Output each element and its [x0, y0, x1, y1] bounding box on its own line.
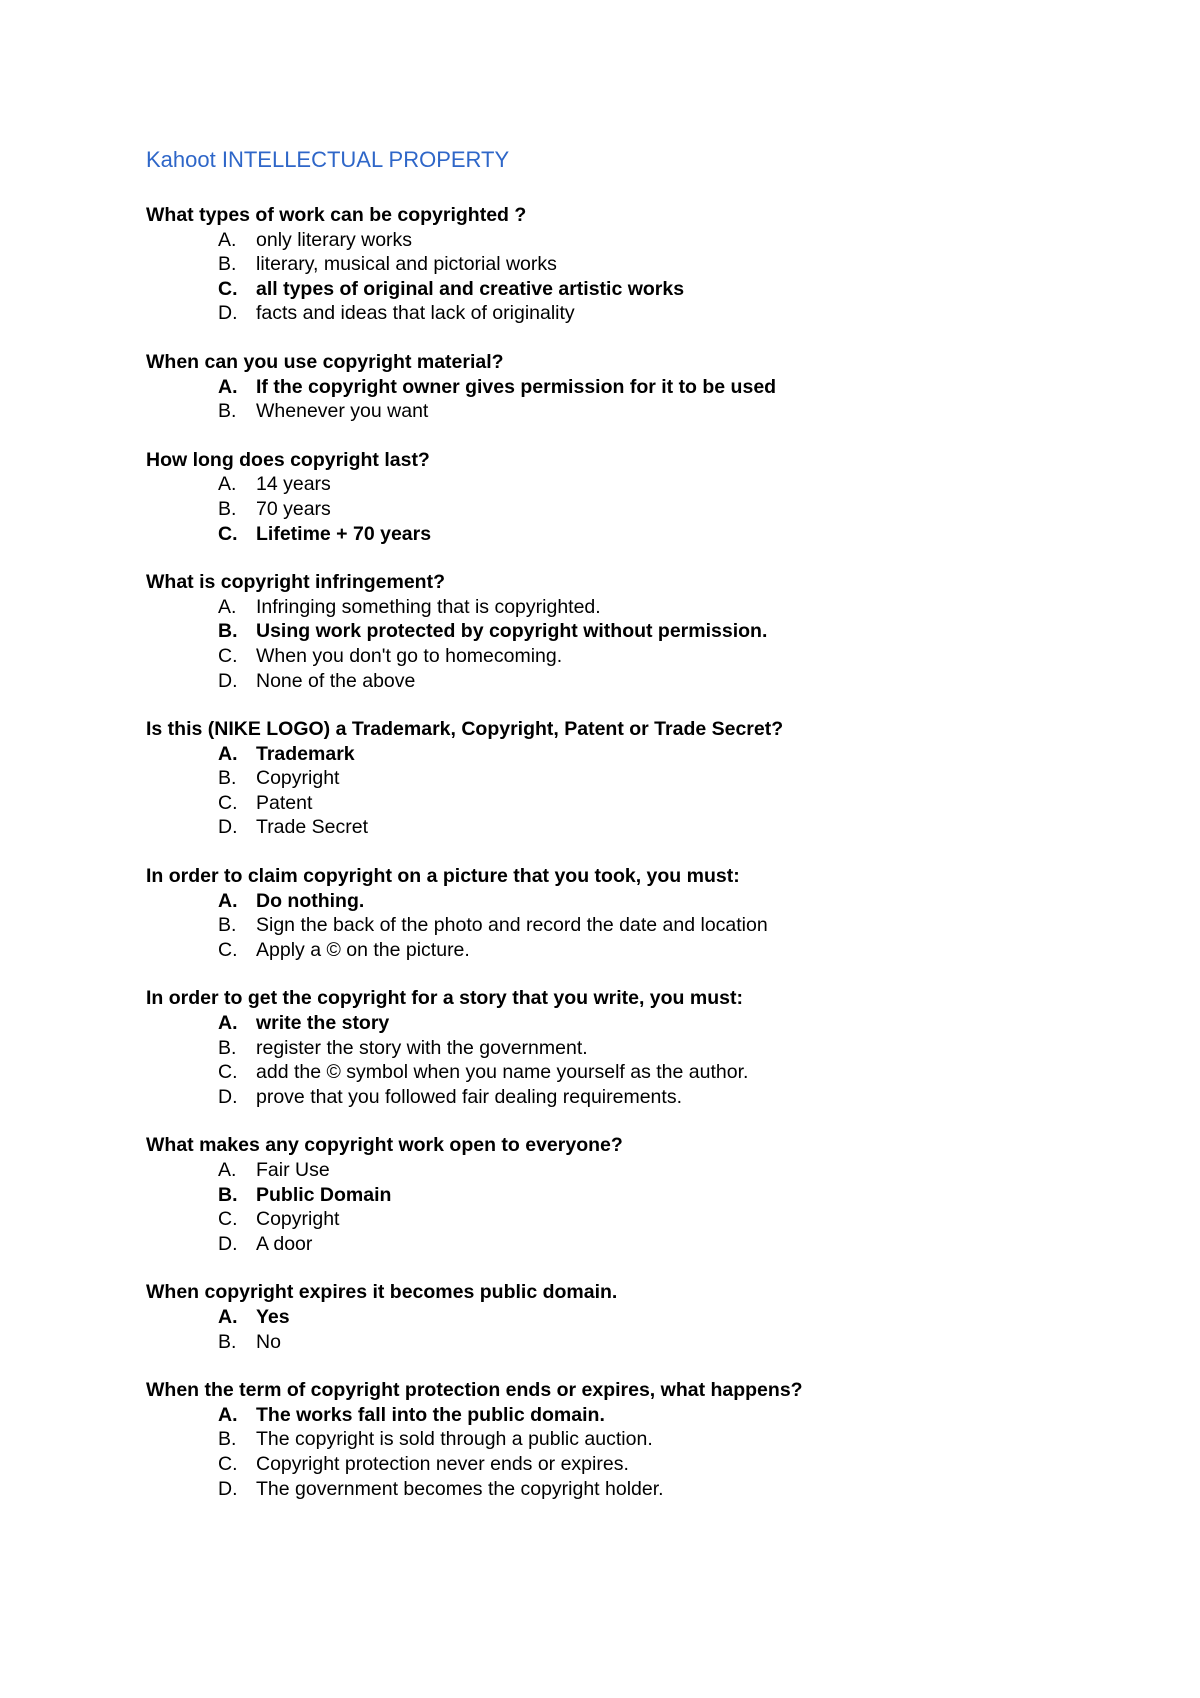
answer-option — [218, 1036, 1146, 1061]
question-text: Is this (NIKE LOGO) a Trademark, Copyright, Patent or Trade Secret? — [146, 718, 784, 741]
question-block — [146, 1280, 1146, 1354]
option-text: Infringing something that is copyrighted. — [256, 595, 601, 618]
answer-option-correct — [218, 1183, 1146, 1208]
option-letter: C. — [218, 277, 238, 300]
answer-options — [146, 742, 1146, 840]
option-letter: C. — [218, 938, 238, 961]
option-letter: C. — [218, 644, 238, 667]
question-text: How long does copyright last? — [146, 448, 430, 471]
option-letter: A. — [218, 595, 237, 618]
option-text: write the story — [256, 1012, 390, 1035]
option-text: 70 years — [256, 497, 331, 520]
option-letter: D. — [218, 302, 238, 325]
answer-option-correct — [218, 1011, 1146, 1036]
question-text: What makes any copyright work open to everyone? — [146, 1134, 623, 1157]
option-text: Apply a © on the picture. — [256, 938, 470, 961]
option-letter: C. — [218, 1208, 238, 1231]
answer-options — [146, 889, 1146, 963]
question-text: When the term of copyright protection ends or expires, what happens? — [146, 1379, 803, 1402]
option-letter: D. — [218, 816, 238, 839]
answer-options — [146, 375, 1146, 424]
question-block — [146, 570, 1146, 693]
question-block — [146, 203, 1146, 326]
option-text: Yes — [256, 1305, 290, 1328]
answer-option-correct — [218, 1403, 1146, 1428]
option-letter: B. — [218, 1428, 237, 1451]
answer-option — [218, 669, 1146, 694]
option-text: When you don't go to homecoming. — [256, 644, 563, 667]
question-text: When can you use copyright material? — [146, 350, 504, 373]
option-text: add the © symbol when you name yourself as the author. — [256, 1061, 749, 1084]
option-letter: B. — [218, 1183, 238, 1206]
question-block — [146, 1133, 1146, 1256]
option-letter: B. — [218, 1036, 237, 1059]
question-text: In order to claim copyright on a picture that you took, you must: — [146, 865, 740, 888]
document-page — [146, 143, 1146, 1525]
answer-option — [218, 1085, 1146, 1110]
answer-option-correct — [218, 619, 1146, 644]
option-text: None of the above — [256, 669, 416, 692]
option-letter: A. — [218, 742, 238, 765]
answer-options — [146, 472, 1146, 546]
option-text: Trademark — [256, 742, 355, 765]
question-block — [146, 350, 1146, 424]
answer-option — [218, 1207, 1146, 1232]
option-letter: A. — [218, 889, 238, 912]
question-text: What is copyright infringement? — [146, 571, 446, 594]
option-letter: A. — [218, 1012, 238, 1035]
option-letter: A. — [218, 1305, 238, 1328]
option-text: The copyright is sold through a public auction. — [256, 1428, 653, 1451]
answer-option — [218, 938, 1146, 963]
option-letter: B. — [218, 620, 238, 643]
option-letter: A. — [218, 1159, 237, 1181]
option-text: Whenever you want — [256, 400, 429, 423]
answer-option — [218, 228, 1146, 253]
question-text: What types of work can be copyrighted ? — [146, 204, 527, 226]
answer-option-correct — [218, 277, 1146, 302]
option-text: The government becomes the copyright holder. — [256, 1477, 664, 1500]
option-text: prove that you followed fair dealing requirements. — [256, 1085, 682, 1108]
option-letter: D. — [218, 669, 238, 692]
answer-option-correct — [218, 1305, 1146, 1330]
answer-options — [146, 1158, 1146, 1256]
option-text: Patent — [256, 791, 313, 814]
question-block — [146, 1378, 1146, 1501]
option-text: facts and ideas that lack of originality — [256, 302, 575, 325]
answer-option — [218, 791, 1146, 816]
answer-option — [218, 399, 1146, 424]
question-block — [146, 448, 1146, 546]
option-text: all types of original and creative artistic works — [256, 277, 685, 300]
answer-option — [218, 252, 1146, 277]
question-text: In order to get the copyright for a story that you write, you must: — [146, 987, 743, 1010]
option-text: Sign the back of the photo and record the date and location — [256, 914, 768, 937]
option-letter: A. — [218, 228, 237, 251]
option-text: Fair Use — [256, 1159, 330, 1181]
option-letter: A. — [218, 375, 238, 398]
option-letter: C. — [218, 522, 238, 545]
answer-option — [218, 1232, 1146, 1257]
answer-option-correct — [218, 522, 1146, 547]
answer-option — [218, 472, 1146, 497]
option-text: If the copyright owner gives permission for it to be used — [256, 375, 777, 398]
option-text: 14 years — [256, 473, 331, 496]
option-text: Public Domain — [256, 1183, 392, 1206]
option-text: Copyright — [256, 767, 340, 790]
answer-options — [146, 1403, 1146, 1501]
answer-options — [146, 595, 1146, 693]
question-block — [146, 717, 1146, 840]
option-text: Lifetime + 70 years — [256, 522, 432, 545]
option-letter: D. — [218, 1477, 238, 1500]
answer-option — [218, 1427, 1146, 1452]
option-letter: B. — [218, 767, 237, 790]
answer-option — [218, 1452, 1146, 1477]
answer-option — [218, 1477, 1146, 1502]
option-text: only literary works — [256, 228, 413, 251]
answer-option — [218, 913, 1146, 938]
answer-option-correct — [218, 375, 1146, 400]
answer-option — [218, 497, 1146, 522]
question-list — [146, 203, 1146, 1501]
option-letter: B. — [218, 1330, 237, 1353]
answer-options — [146, 228, 1146, 326]
answer-option — [218, 595, 1146, 620]
option-letter: A. — [218, 473, 237, 496]
option-letter: B. — [218, 914, 237, 937]
option-letter: B. — [218, 253, 237, 276]
answer-option — [218, 1060, 1146, 1085]
option-text: Trade Secret — [256, 816, 368, 839]
answer-option — [218, 1158, 1146, 1183]
option-letter: C. — [218, 791, 238, 814]
answer-option — [218, 301, 1146, 326]
option-letter: A. — [218, 1403, 238, 1426]
option-letter: B. — [218, 400, 237, 423]
answer-option — [218, 815, 1146, 840]
option-text: Do nothing. — [256, 889, 365, 912]
answer-option-correct — [218, 889, 1146, 914]
option-text: Copyright — [256, 1208, 340, 1231]
option-text: literary, musical and pictorial works — [256, 253, 557, 276]
document-title: Kahoot INTELLECTUAL PROPERTY — [146, 147, 510, 172]
question-block — [146, 864, 1146, 962]
answer-option — [218, 644, 1146, 669]
question-text: When copyright expires it becomes public domain. — [146, 1281, 618, 1304]
option-text: The works fall into the public domain. — [256, 1403, 605, 1426]
answer-option-correct — [218, 742, 1146, 767]
answer-options — [146, 1305, 1146, 1354]
option-text: Using work protected by copyright without permission. — [256, 620, 768, 643]
option-text: Copyright protection never ends or expires. — [256, 1452, 629, 1475]
answer-options — [146, 1011, 1146, 1109]
answer-option — [218, 766, 1146, 791]
question-block — [146, 986, 1146, 1109]
option-text: register the story with the government. — [256, 1036, 588, 1059]
option-letter: B. — [218, 497, 237, 520]
option-text: A door — [256, 1232, 313, 1255]
answer-option — [218, 1330, 1146, 1355]
option-letter: D. — [218, 1232, 238, 1255]
option-letter: D. — [218, 1085, 238, 1108]
option-text: No — [256, 1330, 281, 1353]
option-letter: C. — [218, 1452, 238, 1475]
option-letter: C. — [218, 1061, 238, 1084]
